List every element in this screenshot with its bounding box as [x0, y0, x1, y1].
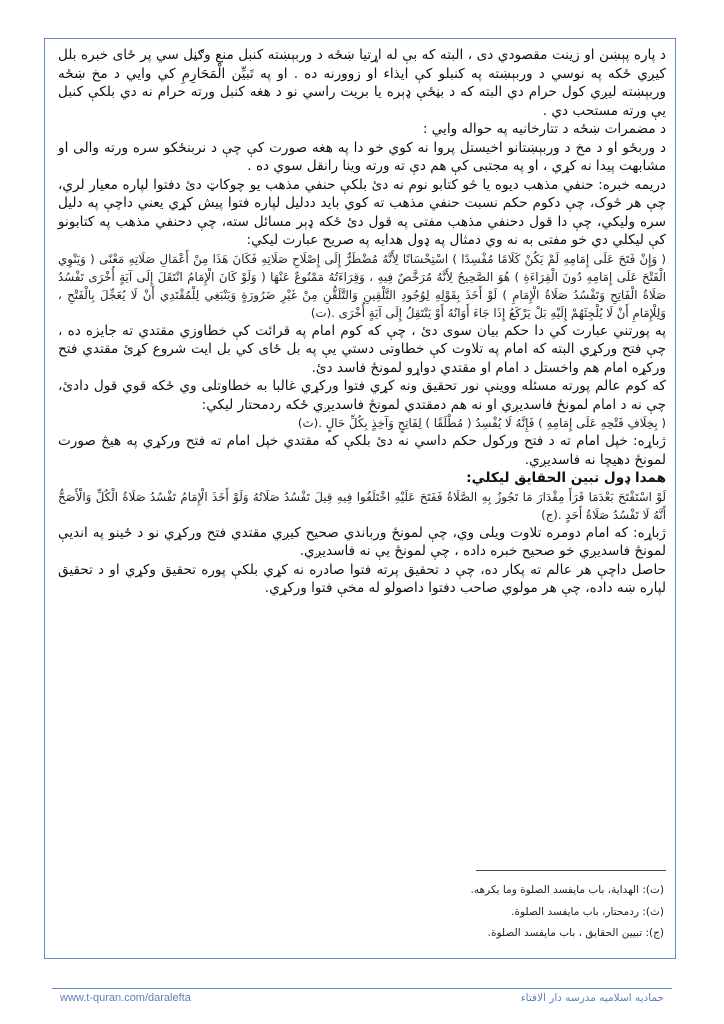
paragraph-translation-2: ژباړه: که امام دومره تلاوت ويلی وي، چې لمونځ ورباندي صحيح کيږي مقتدي فتح ورکړي نو د ځينو په انديې لمونځ فاسديږي خو صحيح خبره داده ، چې لمونځ يې نه فاسديږي.: [58, 524, 666, 559]
main-text: [58, 46, 666, 598]
paragraph-conclusion: حاصل داچې هر عالم ته پکار ده، چې د تحقيق پرته فتوا صادره نه کړي بلکې پوره تحقيق وکړي او د تحقيق لپاره ښه داده، چې هر مولوي صاحب دفتوا داصولو له مخې فتوا ورکړي.: [58, 561, 666, 596]
footnote-1: (ت): الهداية، باب مايفسد الصلوة وما يكرهه.: [470, 884, 664, 896]
footnote-2: (ث): ردمحتار، باب مايفسد الصلوة.: [511, 905, 664, 918]
paragraph-mudmarat-heading: د مضمرات ښځه د تتارخانيه په حواله وايي :: [422, 121, 666, 137]
arabic-quote-tabyin: لَوْ اسْتَفْتَحَ بَعْدَمَا قَرَأَ مِقْدَارَ مَا تَجُوزُ بِهِ الصَّلَاةُ فَفَتَحَ عَلَيْهِ اخْتَلَفُوا فِيهِ قِيلَ تَفْسُدُ صَلَاتُهُ وَلَوْ أَخَذَ الْإِمَامُ تَفْسُدُ صَلَاةُ الْكُلِّ وَالْأَصَحُّ أَنَّهُ لَا تَفْسُدُ صَلَاةُ أَحَدٍ .(ج): [58, 489, 666, 522]
arabic-quote-raddulmuhtar: ( بِخِلَافِ فَتْحِهِ عَلَى إِمَامِهِ ) فَإِنَّهُ لَا يُفْسِدُ ( مُطْلَقًا ) لِفَاتِحٍ وَآخِذٍ بِكُلِّ حَالٍ .(ث): [297, 416, 666, 430]
arabic-quote-hidaya: ( وَإِنْ فَتَحَ عَلَى إِمَامِهِ لَمْ يَكُنْ كَلَامًا مُفْسِدًا ) اسْتِحْسَانًا لِأَنَّهُ مُضْطَرٌّ إِلَى إِصْلَاحِ صَلَاتِهِ فَكَانَ هَذَا مِنْ أَعْمَالِ صَلَاتِهِ مَعْنًى ( وَيَنْوِي الْفَتْحَ عَلَى إِمَامِهِ دُونَ الْقِرَاءَةِ ) هُوَ الصَّحِيحُ لِأَنَّهُ مُرَخَّصٌ فِيهِ ، وَقِرَاءَتُهُ مَمْنُوعٌ عَنْهَا ( وَلَوْ كَانَ الْإِمَامُ انْتَقَلَ إِلَى آيَةٍ أُخْرَى تَفْسُدُ صَلَاةُ الْفَاتِحِ وَتَفْسُدُ صَلَاةُ الْإِمَامِ ) لَوْ أَخَذَ بِقَوْلِهِ لِوُجُودِ التَّلْقِينِ وَالتَّلَقُّنِ مِنْ غَيْرِ ضَرُورَةٍ وَيَنْبَغِي لِلْمُقْتَدِي أَنْ لَا يُعَجِّلَ بِالْفَتْحِ ، وَلِلْإِمَامِ أَنْ لَا يُلْجِئَهُمْ إِلَيْهِ بَلْ يَرْكَعُ إِذَا جَاءَ أَوَانُهُ أَوْ يَنْتَقِلُ إِلَى آيَةٍ أُخْرَى .(ت): [58, 251, 666, 320]
footer-separator: [52, 988, 672, 989]
footer-url-link[interactable]: www.t-quran.com/daralefta: [60, 992, 191, 1004]
paragraph-intro: د پاره پېښن او زينت مقصودي دی ، البته که بې له اړتيا ښځه د وربېښته کنبل منع وګڼل سي پر ځای خبره بلل کيږي ځکه په نوسي د وربېښته په کنبلو کې ايذاء او زوورنه ده . او په تَبيِّن الْمَحَارِمِ کي وايي د مخ ښځه وربېښته ليږي کول حرام دي البته که د بڼځې ډېره يا بريت راسي نو د هغه کنبل ورته حرام نه دي بلکې کنبل يې ورته مستحب دي .: [58, 47, 666, 119]
footnote-3: (ج): تبيين الحقايق ، باب مايفسد الصلوة.: [487, 927, 664, 939]
paragraph-third-point: دريمه خبره: حنفي مذهب ديوه يا څو کتابو نوم نه دئ بلکې حنفي مذهب يو چوکاټ دئ دفتوا لپاره معيار لري، چې هر څوک، چې دکوم حکم نسبت حنفي مذهب ته کوي بايد ددليل لپاره فتوا پيش کړي يعني داچې په دليل سره وليکي، چې دا قول دحنفي مذهب مفتی په قول دئ ځکه ډېر مسائل سته، چې دحنفي مذهب په کتابونو کې ليکلي دي خو مفتی به نه وي دمثال په ډول هدايه په صريح عبارت ليکي:: [58, 176, 666, 248]
paragraph-strong-opinion: که کوم عالم پورته مسئله ووينې نور تحقيق ونه کړي فتوا ورکړي غالبا به خطاوتلی وي ځکه قوي قول دادئ، چې نه د امام لمونځ فاسديږي او نه هم دمقتدي لمونځ فاسديږي ځکه ردمحتار ليکي:: [58, 378, 666, 413]
footer-publisher: حماديه اسلاميه مدرسه دار الافتاء: [520, 992, 664, 1004]
paragraph-explanation: په پورتني عبارت کي دا حکم بيان سوی دئ ، چې که کوم امام په قرائت کې خطاوزي مقتدي ته جايزه ده ، چې فتح ورکړي البته که امام په تلاوت کې خطاوتی دستي يې په بل ځای کي بل ايت شروع کړئ مقتدي فتح ورکړه امام هم واخستل د امام او مقتدي دواړو لمونځ فاسد دئ.: [58, 322, 666, 376]
footnote-separator: [476, 870, 666, 871]
paragraph-translation-1: ژباړه: خپل امام ته د فتح ورکول حکم داسي نه دئ بلکې که مقتدي خپل امام ته فتح ورکړي په هيڅ صورت لمونځ دهيچا نه فاسديږي.: [58, 433, 666, 468]
paragraph-eyebrows: د وربځو او د مخ د وربېښتانو اخيستل پروا نه کوي خو دا په هغه صورت کې چې د نربنځکو سره ورته والی او مشابهت پيدا نه کړي ، او په مجتبی کې هم دې ته ورته وينا رانقل سوي ده .: [58, 139, 666, 174]
footnotes: [144, 880, 664, 945]
paragraph-tabyin-heading: همدا ډول تبين الحقايق ليکلي:: [466, 470, 666, 486]
